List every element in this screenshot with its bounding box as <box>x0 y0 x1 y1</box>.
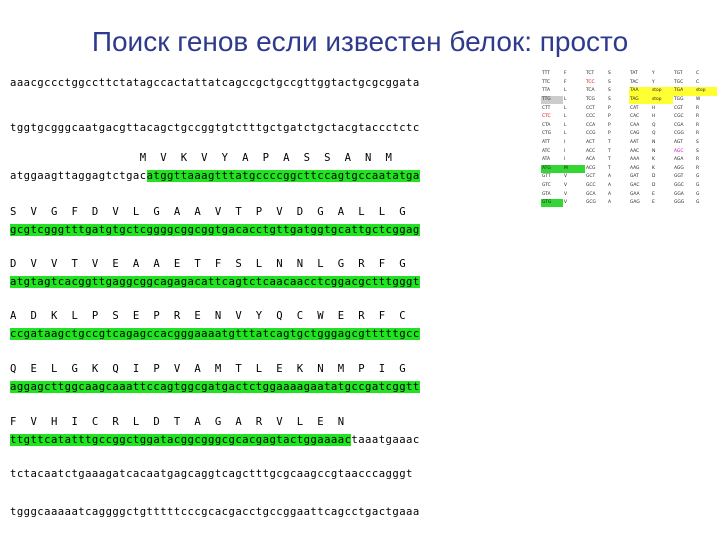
codon-cell: TGG <box>674 96 684 102</box>
codon-cell: ACG <box>586 165 596 171</box>
dna-sequence-line <box>10 434 530 447</box>
amino-acid-cell: R <box>696 114 700 120</box>
codon-table-row <box>541 147 717 156</box>
amino-acid-cell: S <box>696 148 699 154</box>
amino-acid-cell: N <box>652 148 656 154</box>
codon-cell: ATG <box>541 165 563 173</box>
codon-cell: ATC <box>542 148 551 154</box>
codon-cell: GGC <box>674 182 684 188</box>
codon-table-row <box>541 173 717 182</box>
amino-acid-cell: T <box>608 157 611 163</box>
codon-table-row <box>541 156 717 165</box>
codon-cell: CAT <box>630 105 639 111</box>
amino-acid-cell: Q <box>652 131 656 137</box>
codon-cell: TAT <box>630 71 638 77</box>
amino-acid-cell: W <box>696 96 701 102</box>
amino-acid-cell: T <box>608 139 611 145</box>
codon-cell: TAA <box>629 87 651 95</box>
coding-region-segment: atggttaaagtttatgccccggcttccagtgccaatatga <box>146 170 420 182</box>
amino-acid-cell: V <box>564 174 568 180</box>
amino-acid-cell: P <box>608 105 611 111</box>
amino-acid-cell: H <box>652 114 656 120</box>
amino-acid-cell: R <box>696 105 700 111</box>
amino-acid-cell: A <box>608 182 612 188</box>
codon-cell: CTA <box>542 122 551 128</box>
codon-cell: CAG <box>630 131 640 137</box>
coding-region-segment: gcgtcgggtttgatgtgctcggggcggcggtgacacctgttgatggtgcattgctcggag <box>10 224 420 236</box>
codon-cell: AGC <box>674 148 684 154</box>
amino-acid-cell: stop <box>651 87 673 95</box>
amino-acid-cell: I <box>564 148 566 154</box>
codon-cell: GAG <box>630 200 640 206</box>
noncoding-segment: aaacgccctggccttctatagccactattatcagccgctgccgttggtactgcgcggata <box>10 77 420 89</box>
dna-sequence-line <box>10 122 530 135</box>
codon-cell: GTG <box>541 199 563 207</box>
amino-acid-cell: A <box>608 174 612 180</box>
codon-cell: ACC <box>586 148 596 154</box>
amino-acid-cell: A <box>608 200 612 206</box>
amino-acid-cell: E <box>652 200 655 206</box>
codon-cell: GCA <box>586 191 596 197</box>
noncoding-segment: atggaagttaggagtctgac <box>10 170 147 182</box>
codon-cell: TTA <box>542 88 550 94</box>
amino-acid-cell: S <box>608 79 611 85</box>
codon-cell: CCT <box>586 105 595 111</box>
protein-sequence-line: S V G F D V L G A A V T P V D G A L L G <box>10 206 407 218</box>
amino-acid-cell: L <box>564 88 567 94</box>
codon-cell: TCA <box>586 88 595 94</box>
codon-cell: TGT <box>674 71 683 77</box>
amino-acid-cell: T <box>608 148 611 154</box>
amino-acid-cell: K <box>652 165 655 171</box>
codon-cell: ACA <box>586 157 595 163</box>
noncoding-segment: tctacaatctgaaagatcacaatgagcaggtcagctttgcgcaagccgtaacccagggt <box>10 468 413 480</box>
codon-cell: GGT <box>674 174 684 180</box>
dna-sequence-line <box>10 224 530 237</box>
coding-region-segment: atgtagtcacggttgaggcggcagagacattcagtctcaacaacctcggacgctttgggt <box>10 276 420 288</box>
codon-table-row <box>541 104 717 113</box>
codon-cell: GTC <box>542 182 551 188</box>
codon-cell: CAA <box>630 122 640 128</box>
codon-cell: GTT <box>542 174 551 180</box>
codon-cell: GAT <box>630 174 639 180</box>
codon-cell: AAC <box>630 148 640 154</box>
codon-cell: CTG <box>542 131 552 137</box>
amino-acid-cell: S <box>608 71 611 77</box>
codon-cell: TAC <box>630 79 639 85</box>
dna-sequence-line <box>10 77 530 90</box>
noncoding-segment: tggtgcgggcaatgacgttacagctgccggtgtctttgctgatctgctacgtaccctctc <box>10 122 420 134</box>
amino-acid-cell: R <box>696 157 700 163</box>
codon-cell: TGC <box>674 79 684 85</box>
dna-sequence-line <box>10 506 530 519</box>
amino-acid-cell: L <box>564 96 567 102</box>
codon-cell: TCG <box>586 96 595 102</box>
amino-acid-cell: T <box>608 165 611 171</box>
codon-cell: AAT <box>630 139 639 145</box>
codon-cell: AGA <box>674 157 684 163</box>
codon-table-row <box>541 96 717 105</box>
codon-cell: ATT <box>542 139 550 145</box>
codon-cell: GAA <box>630 191 640 197</box>
amino-acid-cell: L <box>564 122 567 128</box>
noncoding-segment: taaatgaaac <box>351 434 420 446</box>
amino-acid-cell: R <box>696 122 700 128</box>
amino-acid-cell: L <box>564 131 567 137</box>
protein-sequence-line: D V V T V E A A E T F S L N N L G R F G <box>10 258 407 270</box>
amino-acid-cell: G <box>696 182 700 188</box>
protein-sequence-line: A D K L P S E P R E N V Y Q C W E R F C <box>10 310 407 322</box>
codon-cell: AGT <box>674 139 683 145</box>
amino-acid-cell: V <box>564 182 568 188</box>
codon-table-row <box>541 199 717 208</box>
slide-title: Поиск генов если известен белок: просто <box>91 26 629 57</box>
dna-sequence-line <box>10 381 530 394</box>
codon-cell: TCC <box>586 79 595 85</box>
amino-acid-cell: E <box>652 191 655 197</box>
amino-acid-cell: L <box>564 114 567 120</box>
amino-acid-cell: I <box>564 139 566 145</box>
codon-cell: CGT <box>674 105 683 111</box>
codon-cell: GAC <box>630 182 640 188</box>
amino-acid-cell: N <box>652 139 656 145</box>
coding-region-segment: aggagcttggcaagcaaattccagtggcgatgactctggaaaagaatatgccgatcggtt <box>10 381 420 393</box>
codon-cell: GGG <box>674 200 685 206</box>
codon-cell: TTT <box>542 71 550 77</box>
codon-cell: TTC <box>542 79 551 85</box>
codon-table-row <box>541 139 717 148</box>
codon-cell: GCC <box>586 182 596 188</box>
amino-acid-cell: V <box>564 200 568 206</box>
amino-acid-cell: Q <box>652 122 656 128</box>
amino-acid-cell: K <box>652 157 655 163</box>
amino-acid-cell: Y <box>652 79 655 85</box>
amino-acid-cell: I <box>564 157 566 163</box>
amino-acid-cell: C <box>696 79 700 85</box>
codon-cell: CTT <box>542 105 551 111</box>
codon-cell: GCG <box>586 200 596 206</box>
amino-acid-cell: S <box>696 139 699 145</box>
protein-sequence-line: F V H I C R L D T A G A R V L E N <box>10 416 345 428</box>
codon-cell: GCT <box>586 174 596 180</box>
codon-cell: ACT <box>586 139 595 145</box>
amino-acid-cell: stop <box>651 96 673 104</box>
codon-cell: TAG <box>629 96 651 104</box>
codon-table-row <box>541 165 717 174</box>
codon-cell: CGC <box>674 114 684 120</box>
codon-cell: TGA <box>673 87 695 95</box>
codon-cell: CCA <box>586 122 596 128</box>
codon-cell: GTA <box>542 191 551 197</box>
codon-cell: CGA <box>674 122 684 128</box>
amino-acid-cell: stop <box>695 87 717 95</box>
coding-region-segment: ccgataagctgccgtcagagccacgggaaaatgtttatcagtgctgggagcgtttttgcc <box>10 328 420 340</box>
amino-acid-cell: G <box>696 191 700 197</box>
amino-acid-cell: P <box>608 122 611 128</box>
amino-acid-cell: G <box>696 200 700 206</box>
amino-acid-cell: D <box>652 174 656 180</box>
codon-cell: CCC <box>586 114 596 120</box>
amino-acid-cell: F <box>564 71 567 77</box>
codon-cell: CGG <box>674 131 684 137</box>
amino-acid-cell: R <box>696 131 700 137</box>
noncoding-segment: tgggcaaaaatcaggggctgtttttcccgcacgacctgccggaattcagcctgactgaaa <box>10 506 420 518</box>
amino-acid-cell: A <box>608 191 612 197</box>
codon-cell: CTC <box>542 114 551 120</box>
codon-cell: TTG <box>541 96 563 104</box>
amino-acid-cell: M <box>563 165 585 173</box>
amino-acid-cell: P <box>608 131 611 137</box>
codon-cell: CAC <box>630 114 640 120</box>
codon-table <box>541 70 717 208</box>
amino-acid-cell: G <box>696 174 700 180</box>
amino-acid-cell: H <box>652 105 656 111</box>
codon-cell: TCT <box>586 71 595 77</box>
amino-acid-cell: C <box>696 71 700 77</box>
codon-table-row <box>541 87 717 96</box>
amino-acid-cell: D <box>652 182 656 188</box>
dna-sequence-line <box>10 328 530 341</box>
dna-sequence-line <box>10 276 530 289</box>
amino-acid-cell: F <box>564 79 567 85</box>
codon-table-row <box>541 113 717 122</box>
amino-acid-cell: P <box>608 114 611 120</box>
codon-table-row <box>541 190 717 199</box>
codon-cell: AGG <box>674 165 684 171</box>
dna-sequence-line <box>10 468 530 481</box>
codon-cell: CCG <box>586 131 596 137</box>
codon-cell: AAA <box>630 157 640 163</box>
amino-acid-cell: L <box>564 105 567 111</box>
coding-region-segment: ttgttcatatttgccggctggatacggcgggcgcacgagtactggaaaac <box>10 434 352 446</box>
amino-acid-cell: V <box>564 191 568 197</box>
dna-sequence-line <box>10 170 530 183</box>
codon-table-row <box>541 70 717 79</box>
amino-acid-cell: R <box>696 165 700 171</box>
codon-cell: ATA <box>542 157 551 163</box>
codon-cell: GGA <box>674 191 684 197</box>
codon-table-row <box>541 130 717 139</box>
codon-table-row <box>541 122 717 131</box>
amino-acid-cell: S <box>608 88 611 94</box>
codon-cell: AAG <box>630 165 640 171</box>
amino-acid-cell: Y <box>652 71 655 77</box>
protein-sequence-line: Q E L G K Q I P V A M T L E K N M P I G <box>10 363 407 375</box>
protein-sequence-line: M V K V Y A P A S S A N M <box>10 152 393 164</box>
codon-table-row <box>541 79 717 88</box>
amino-acid-cell: S <box>608 96 611 102</box>
codon-table-row <box>541 182 717 191</box>
